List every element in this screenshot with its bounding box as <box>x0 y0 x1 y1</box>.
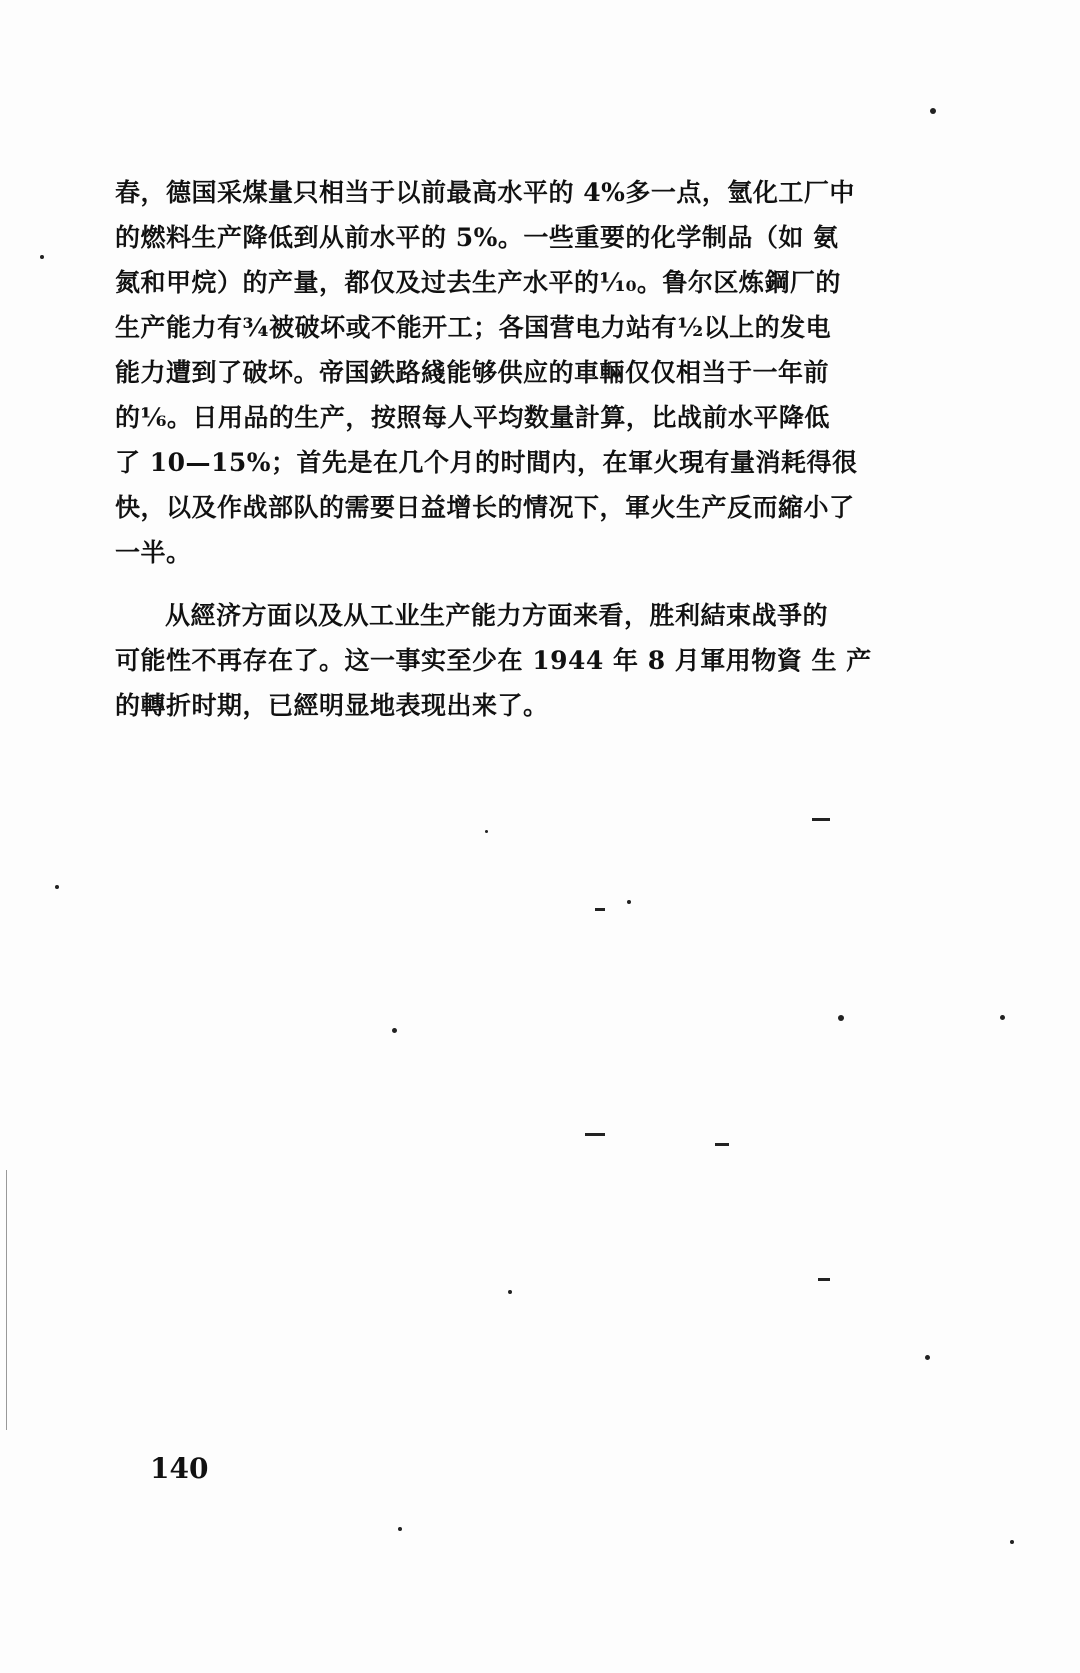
paragraph-1-line-3: 氮和甲烷）的产量，都仅及过去生产水平的⅒。鲁尔区炼鋼厂的 <box>115 268 841 297</box>
scan-speck <box>925 1355 930 1360</box>
scan-speck <box>40 255 44 259</box>
paragraph-2-line-3: 的轉折时期，已經明显地表现出来了。 <box>115 691 549 720</box>
paragraph-1-line-8: 快，以及作战部队的需要日益增长的情况下，軍火生产反而縮小了 <box>115 493 855 522</box>
scan-dash <box>818 1278 830 1281</box>
scan-dash <box>585 1133 605 1136</box>
paragraph-1-line-2: 的燃料生产降低到从前水平的 5%。一些重要的化学制品（如 氨 <box>115 223 839 252</box>
scan-edge-line <box>6 1170 7 1430</box>
paragraph-gap <box>115 575 925 593</box>
paragraph-1-line-7: 了 10—15%；首先是在几个月的时間内，在軍火現有量消耗得很 <box>115 448 858 477</box>
scan-speck <box>508 1290 512 1294</box>
page-number: 140 <box>150 1452 209 1485</box>
scan-speck <box>627 900 631 904</box>
body-text <box>115 170 925 728</box>
scan-speck <box>838 1015 844 1021</box>
scan-speck <box>392 1028 397 1033</box>
paragraph-2-line-2: 可能性不再存在了。这一事实至少在 1944 年 8 月軍用物資 生 产 <box>115 646 872 675</box>
scan-dash <box>595 908 605 911</box>
scan-speck <box>485 830 488 833</box>
paragraph-1-line-6: 的⅙。日用品的生产，按照每人平均数量計算，比战前水平降低 <box>115 403 830 432</box>
paragraph-2-line-1: 从經济方面以及从工业生产能力方面来看，胜利結束战爭的 <box>165 601 829 630</box>
paragraph-1-line-5: 能力遭到了破坏。帝国鉄路綫能够供应的車輛仅仅相当于一年前 <box>115 358 830 387</box>
paragraph-1-line-9: 一半。 <box>115 538 192 567</box>
paragraph-1-line-1: 春，德国采煤量只相当于以前最高水平的 4%多一点，氫化工厂中 <box>115 178 855 207</box>
paragraph-1-line-4: 生产能力有¾被破坏或不能开工；各国营电力站有½以上的发电 <box>115 313 832 342</box>
scan-speck <box>55 885 59 889</box>
scan-dash <box>715 1143 729 1146</box>
scan-dash <box>812 818 830 821</box>
scan-speck <box>930 108 936 114</box>
scan-speck <box>398 1527 402 1531</box>
scan-speck <box>1010 1540 1014 1544</box>
scan-speck <box>1000 1015 1005 1020</box>
